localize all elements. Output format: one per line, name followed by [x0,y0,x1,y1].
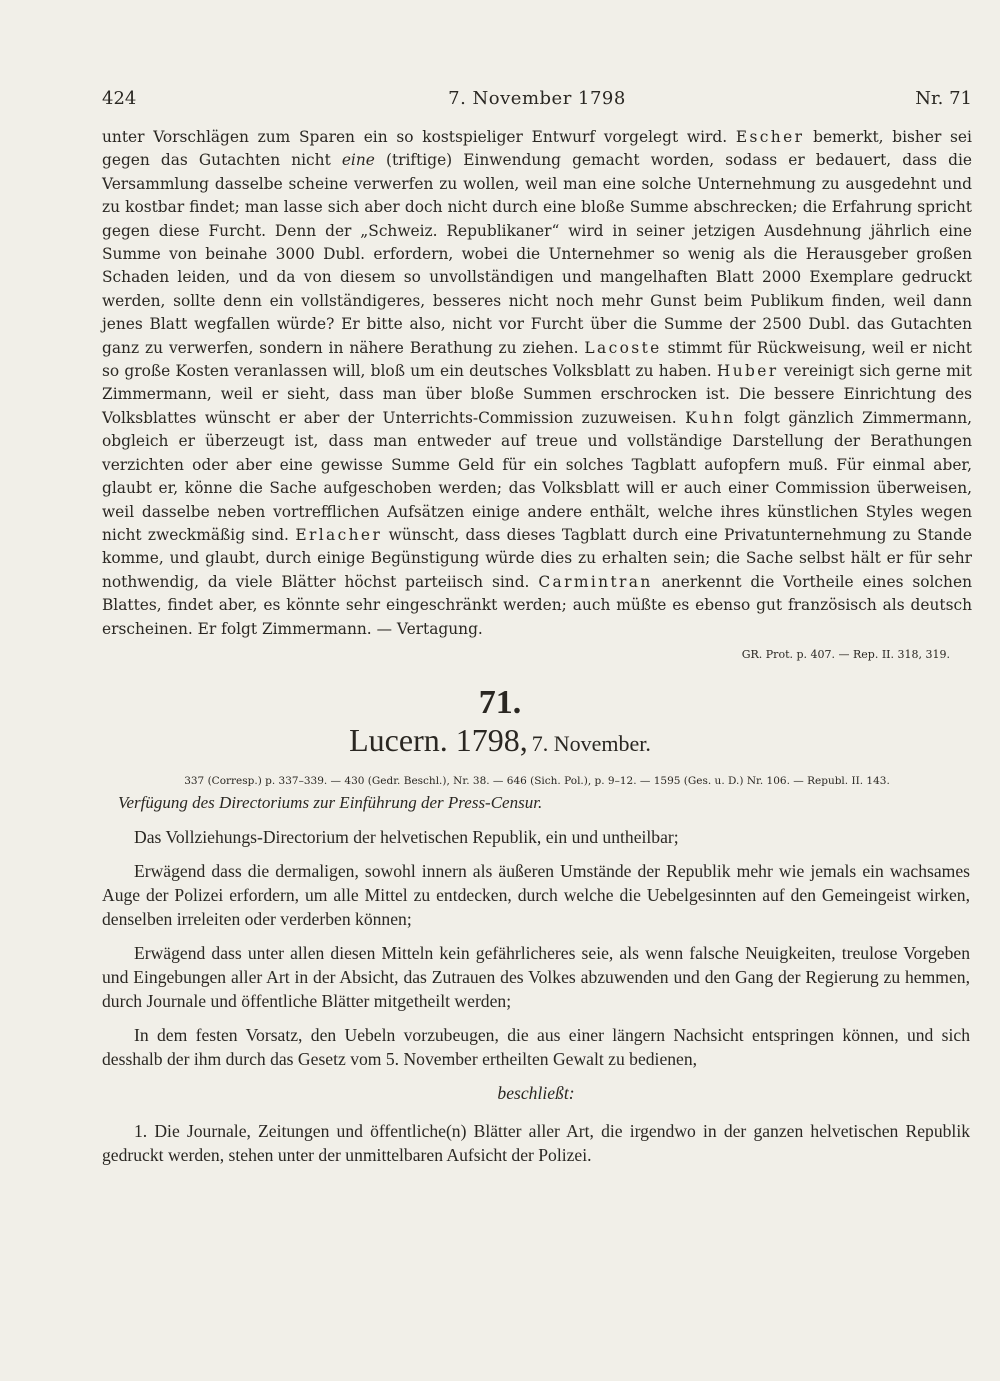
document-number: 71. [478,684,522,721]
decree-paragraph: In dem festen Vorsatz, den Uebeln vorzubeugen, die aus einer längern Nachsicht entspringen können, und sich desshalb der ihm durch das Gesetz vom 5. November ertheilten Gewalt zu bedienen, [102,1025,970,1069]
page-header [102,88,972,116]
decree-text [102,826,970,1178]
debate-paragraph: unter Vorschlägen zum Sparen ein so kostspieliger Entwurf vorgelegt wird. Escher bemerkt, bisher sei gegen das Gutachten nicht eine (triftige) Einwendung gemacht worden, sodass er bedauert, dass die Versammlung dasselbe scheine verwerfen zu wollen, weil man eine solche Unternehmung zu ausgedehnt und zu kostbar findet; man lasse sich aber doch nicht durch eine bloße Summe abschrecken; die Erfahrung spricht gegen diese Furcht. Denn der „Schweiz. Republikaner“ wird in seiner jetzigen Ausdehnung jährlich eine Summe von beinahe 3000 Dubl. erfordern, wobei die Unternehmer so wenig als die Herausgeber großen Schaden leiden, und da von diesem so unvollständigen und mangelhaften Blatt 2000 Exemplare gedruckt werden, sollte denn ein vollständigeres, besseres nicht noch mehr Gunst beim Publikum finden, weil dann jenes Blatt wegfallen würde? Er bitte also, nicht vor Furcht über die Summe der 2500 Dubl. das Gutachten ganz zu verwerfen, sondern in nähere Berathung zu ziehen. Lacoste stimmt für Rückweisung, weil er nicht so große Kosten veranlassen will, bloß um ein deutsches Volksblatt zu haben. Huber vereinigt sich gerne mit Zimmermann, weil er sieht, dass man über bloße Summen erschrocken ist. Die bessere Einrichtung des Volksblattes wünscht er aber der Unterrichts-Commission zuzuweisen. Kuhn folgt gänzlich Zimmermann, obgleich er überzeugt ist, dass man entweder auf treue und vollständige Darstellung der Berathungen verzichten oder aber eine gewisse Summe Geld für ein solches Tagblatt aufopfern muß. Für einmal aber, glaubt er, könne die Sache aufgeschoben werden; das Volksblatt will er auch einer Commission überweisen, weil dasselbe neben vortrefflichen Aufsätzen einige andere enthält, welche ihres künstlichen Styles wegen nicht zweckmäßig sind. Erlacher wünscht, dass dieses Tagblatt durch eine Privatunternehmung zu Stande komme, und glaubt, durch einige Begünstigung würde dies zu erhalten sein; die Sache selbst hält er für sehr nothwendig, da viele Blätter höchst parteiisch sind. Carmintran anerkennt die Vortheile eines solchen Blattes, findet aber, es könnte sehr eingeschränkt werden; auch müßte es ebenso gut französisch als deutsch erscheinen. Er folgt Zimmermann. — Vertagung. [102,128,972,638]
page-number: 424 [102,88,137,109]
previous-debate-text [102,126,972,641]
document-date: 7. November. [531,731,651,756]
speaker-name: Erlacher [295,525,383,544]
decree-paragraph: Erwägend dass unter allen diesen Mitteln kein gefährlicheres seie, als wenn falsche Neuigkeiten, treulose Vorgeben und Eingebungen aller Art in der Absicht, das Zutrauen des Volkes abzuwenden und den Gang der Regierung zu hemmen, durch Journale und öffentliche Blätter mitgetheilt werden; [102,943,970,1011]
speaker-name: Huber [716,362,779,381]
decree-paragraph: Das Vollziehungs-Directorium der helvetischen Republik, ein und untheilbar; [134,827,679,847]
speaker-name: Kuhn [685,408,736,427]
document-reference: Nr. 71 [915,88,972,109]
decree-paragraph: Erwägend dass die dermaligen, sowohl innern als äußeren Umstände der Republik mehr wie jemals ein wachsames Auge der Polizei erfordern, um alle Mittel zu entdecken, durch welche die Uebelgesinnten auf den Gemeingeist wirken, denselben irreleiten oder verderben können; [102,861,970,929]
speaker-name: Escher [735,128,805,146]
document-title: Verfügung des Directoriums zur Einführung der Press-Censur. [118,793,543,812]
source-reference: GR. Prot. p. 407. — Rep. II. 318, 319. [741,648,950,661]
place-year: Lucern. 1798, [349,722,528,758]
archive-citations: 337 (Corresp.) p. 337–339. — 430 (Gedr. Beschl.), Nr. 38. — 646 (Sich. Pol.), p. 9–12. — 1595 (Ges. u. D.) Nr. 106. — Republ. II. 143. [184,775,890,787]
article-1: 1. Die Journale, Zeitungen und öffentliche(n) Blätter aller Art, die irgendwo in der ganzen helvetischen Republik gedruckt werden, stehen unter der unmittelbaren Aufsicht der Polizei. [102,1120,970,1165]
speaker-name: Lacoste [584,338,662,357]
resolves-heading: beschließt: [497,1083,575,1104]
speaker-name: Carmintran [538,572,653,591]
running-date: 7. November 1798 [448,88,626,109]
document-heading [0,722,1000,759]
